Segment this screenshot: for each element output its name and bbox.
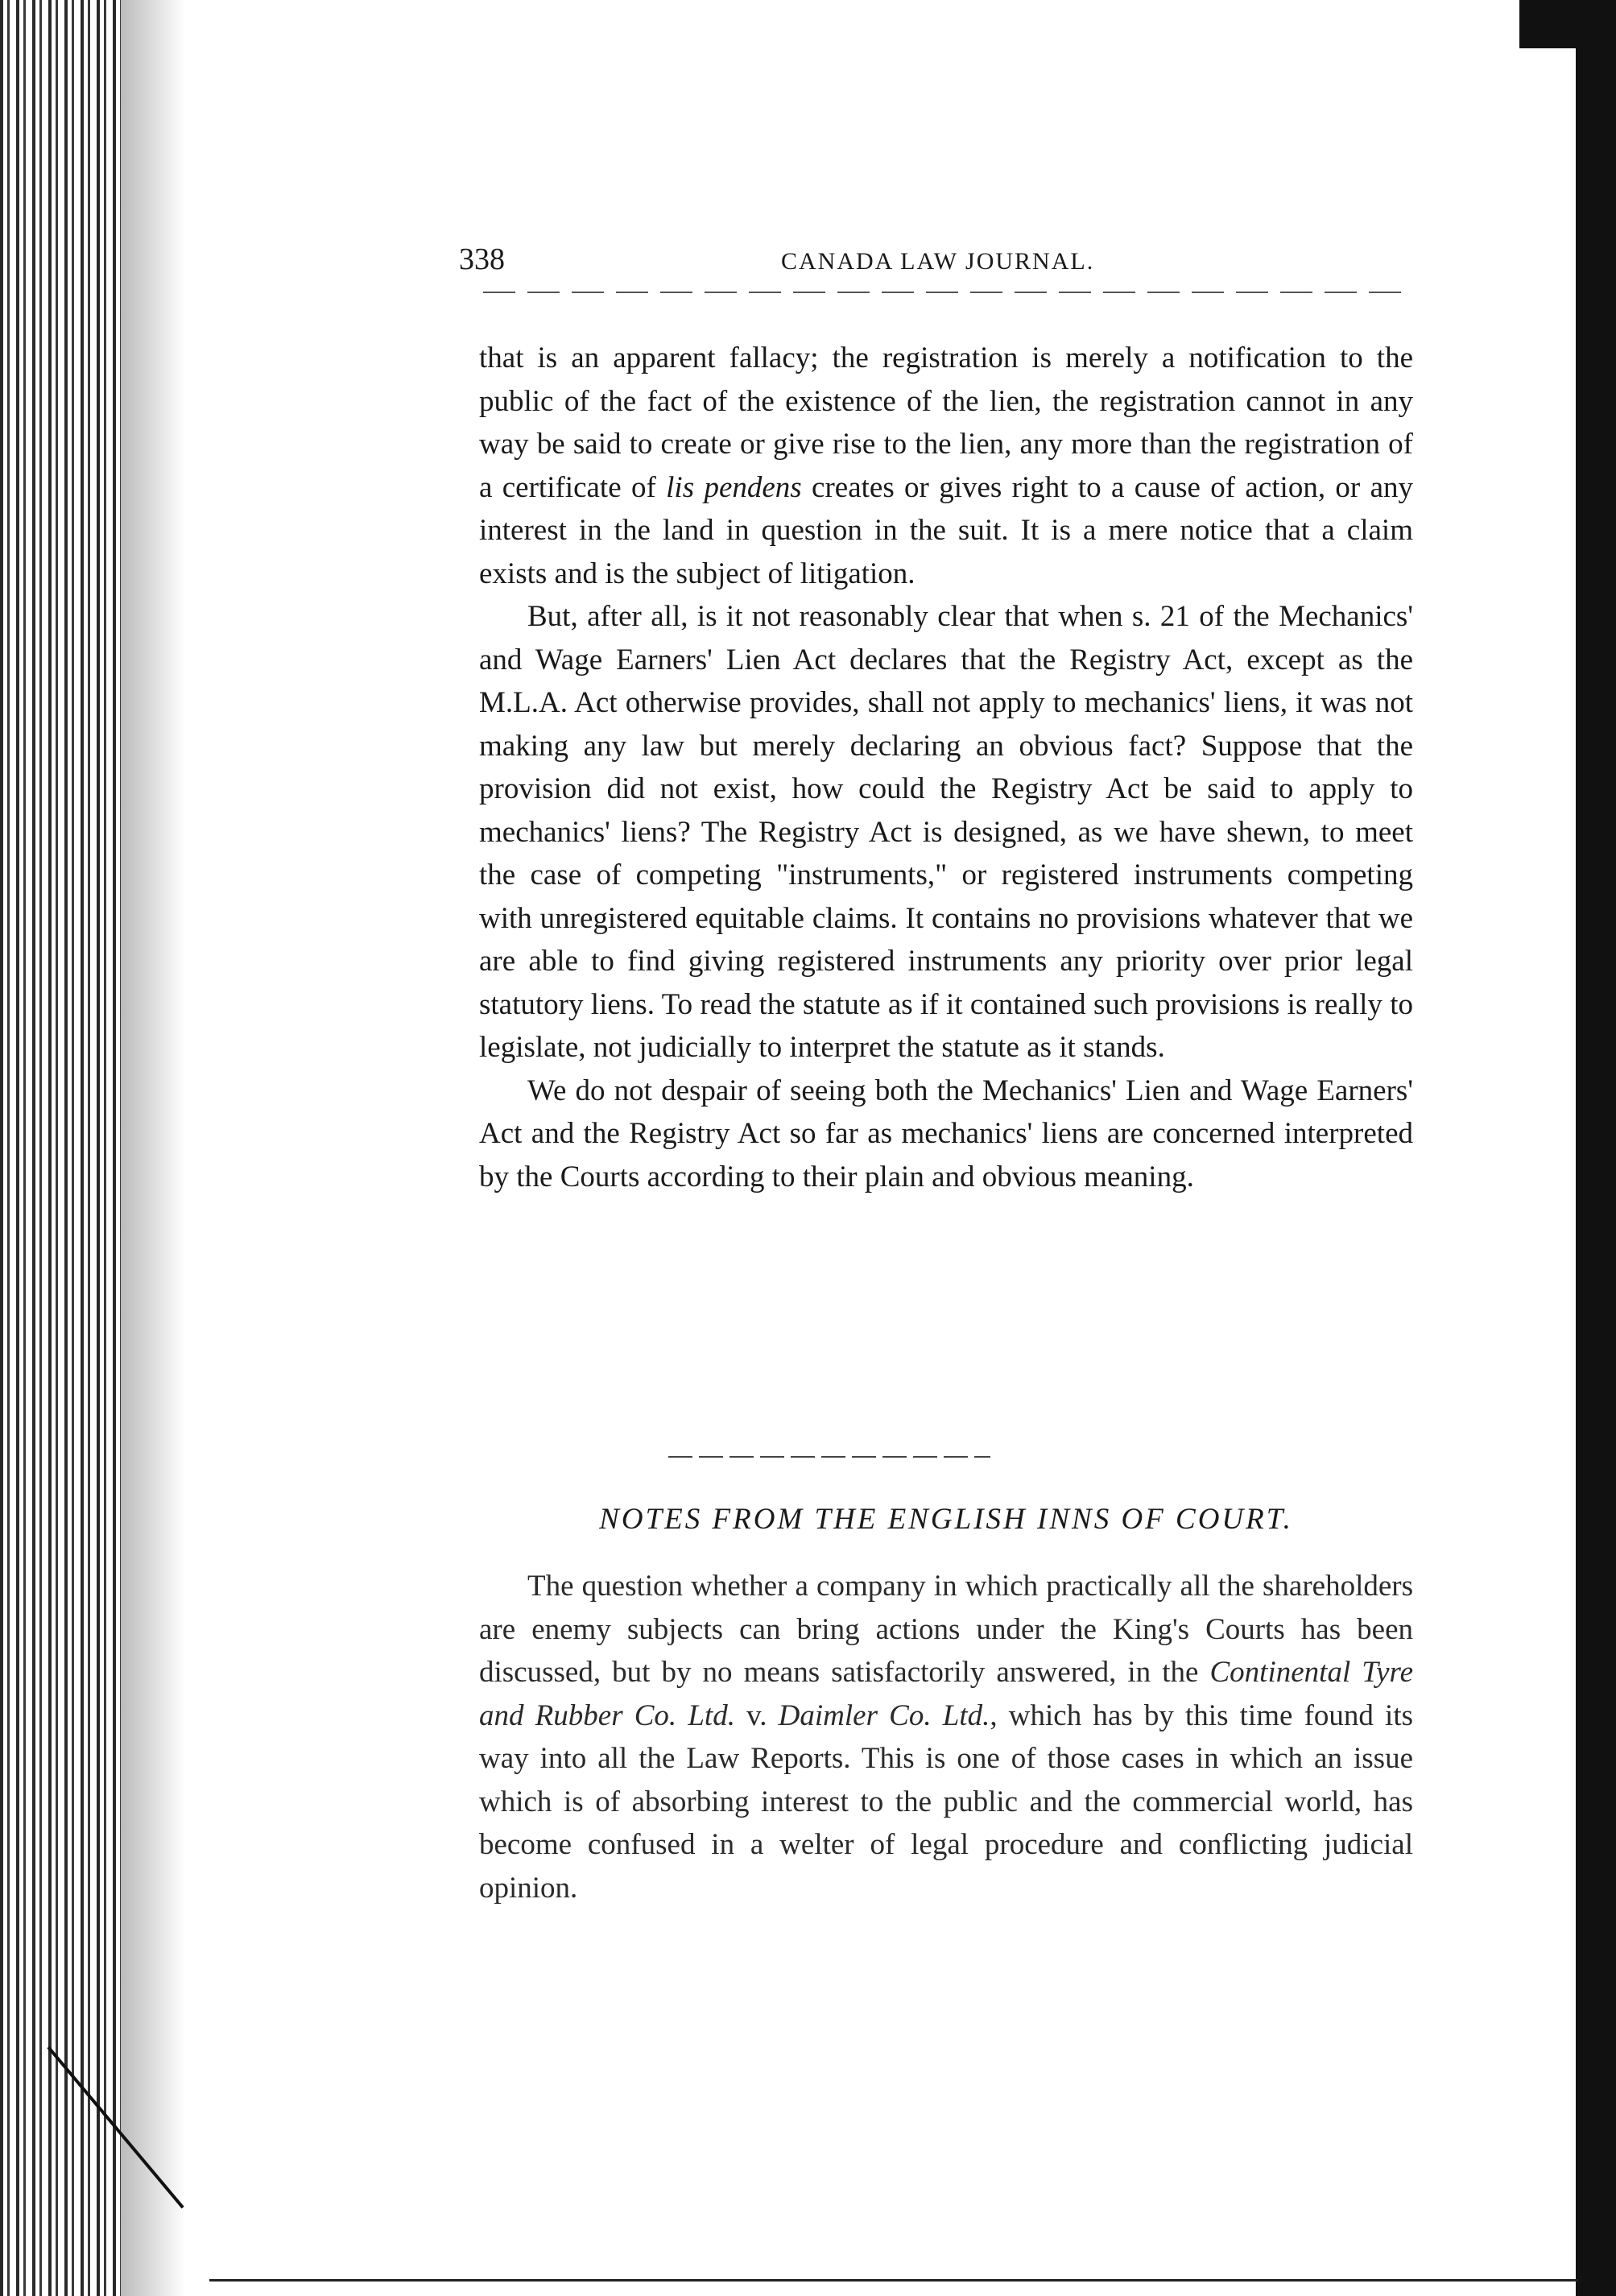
- header-rule: [483, 292, 1409, 293]
- article-paragraph-1: that is an apparent fallacy; the registration is merely a notification to the public of the fact of the existence of the lien, the registration cannot in any way be said to create or give rise to the lien, any more than the registration of a certificate of lis pendens creates or gives right to a cause of action, or any interest in the land in question in the suit. It is a mere notice that a claim exists and is the subject of litigation.: [479, 341, 1413, 590]
- page-number: 338: [459, 242, 505, 276]
- italic-term: lis pendens: [666, 470, 802, 504]
- article-body: [479, 337, 1413, 1198]
- scan-left-shadow: [121, 0, 185, 2296]
- section-paragraph-1: The question whether a company in which practically all the shareholders are enemy subjects can bring actions under the King's Courts has been discussed, but by no means satisfactorily answered, in the Continental Tyre and Rubber Co. Ltd. v. Daimler Co. Ltd., which has by this time found its way into all the Law Reports. This is one of those cases in which an issue which is of absorbing interest to the public and the commercial world, has become confused in a welter of legal procedure and conflicting judicial opinion.: [479, 1570, 1414, 1905]
- section-title: NOTES FROM THE ENGLISH INNS OF COURT.: [599, 1503, 1293, 1536]
- scan-bottom-edge: [209, 2279, 1578, 2282]
- scan-left-edge: [0, 0, 121, 2296]
- running-head: CANADA LAW JOURNAL.: [781, 248, 1095, 275]
- scan-right-edge: [1576, 0, 1616, 2296]
- section-body: [479, 1565, 1413, 1909]
- page-header: [459, 242, 1425, 290]
- case-name-1: Continental Tyre and Rubber Co. Ltd.: [479, 1656, 1413, 1732]
- article-paragraph-2: But, after all, is it not reasonably clear that when s. 21 of the Mechanics' and Wage Earners' Lien Act declares that the Registry Act, except as the M.L.A. Act otherwise provides, shall not apply to mechanics' liens, it was not making any law but merely declaring an obvious fact? Suppose that the provision did not exist, how could the Registry Act be said to apply to mechanics' liens? The Registry Act is designed, as we have shewn, to meet the case of competing "instruments," or registered instruments competing with unregistered equitable claims. It contains no provisions whatever that we are able to find giving registered instruments any priority over prior legal statutory liens. To read the statute as if it contained such provisions is really to legislate, not judicially to interpret the statute as it stands.: [479, 600, 1413, 1064]
- case-name-2: Daimler Co. Ltd.: [778, 1698, 990, 1732]
- section-divider: [668, 1456, 990, 1458]
- article-paragraph-3: We do not despair of seeing both the Mechanics' Lien and Wage Earners' Act and the Registry Act so far as mechanics' liens are concerned interpreted by the Courts according to their plain and obvious meaning.: [479, 1074, 1413, 1194]
